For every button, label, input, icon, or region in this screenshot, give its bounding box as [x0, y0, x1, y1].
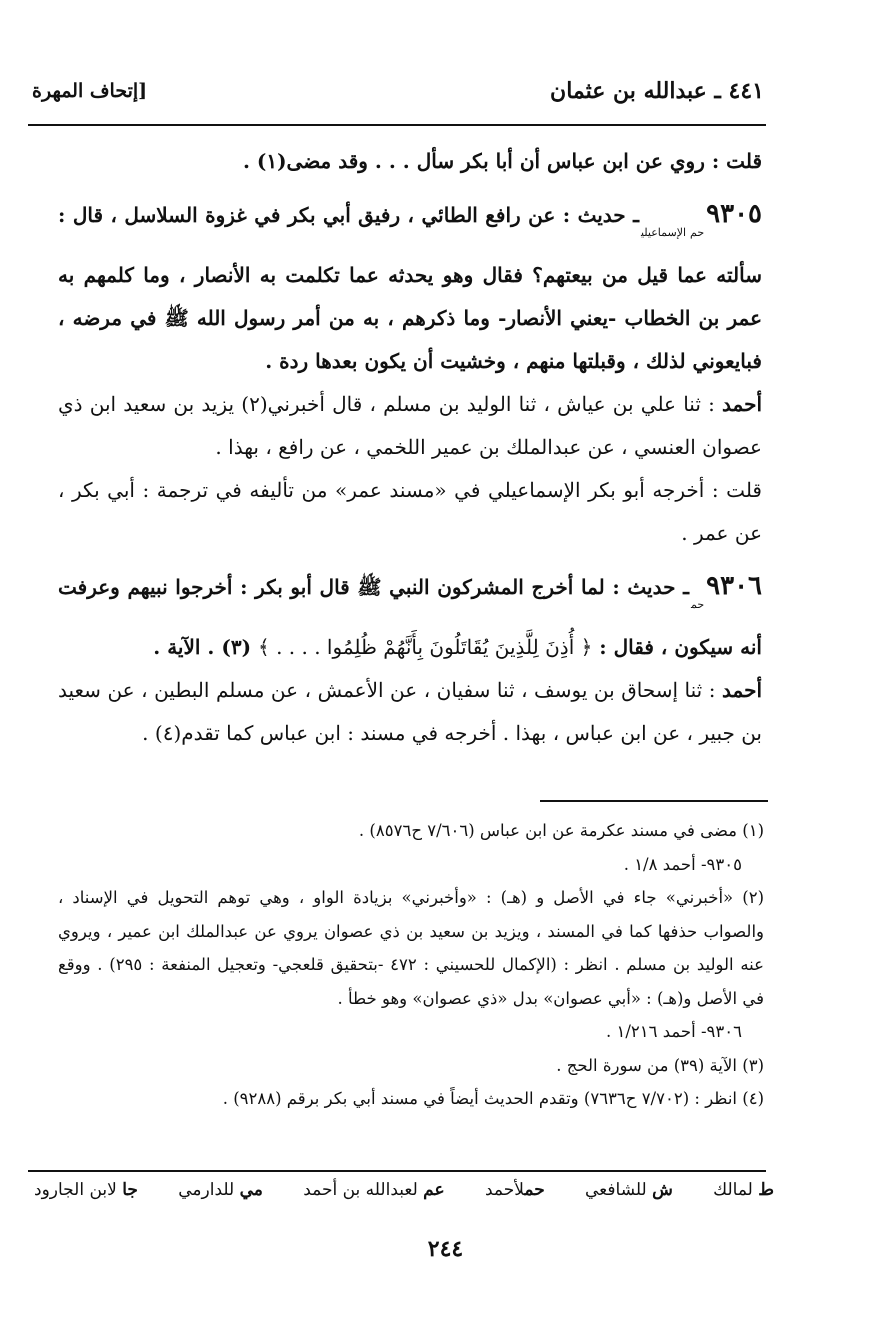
footnotes [58, 814, 764, 1116]
legend-item: مي للدارمي [178, 1180, 263, 1200]
quran-verse: ﴿ أُذِنَ لِلَّذِينَ يُقَاتَلُونَ بِأَنَّهُمْ ظُلِمُوا . . . . ﴾ [258, 635, 593, 659]
footnote: (١) مضى في مسند عكرمة عن ابن عباس (٧/٦٠٦ ح٨٥٧٦) . [358, 821, 764, 840]
book-title: [إتحاف المهرة [32, 80, 148, 102]
isnad-ahmad-1 [58, 383, 762, 469]
footnote: (٢) «أخبرني» جاء في الأصل و (هـ) : «وأخبرني» بزيادة الواو ، وهي توهم التحويل في الإسناد ، والصواب حذفها كما في المسند ، ويزيد بن سعيد بن ذي عصوان يروي عن عبدالملك ابن عمير ، ويروي عنه الوليد بن مسلم . انظر : (الإكمال للحسيني : ٤٧٢ -بتحقيق قلعجي- وتعجيل المنفعة : ٢٩٥) . ووقع في الأصل و(هـ) : «أبي عصوان» بدل «ذي عصوان» وهو خطأ . [58, 888, 764, 1008]
hadith-number: ٩٣٠٥ [706, 199, 762, 229]
main-text [58, 140, 762, 755]
footnote-rule [540, 800, 768, 802]
footnote-reference: ٩٣٠٦- أحمد ١/٢١٦ . [605, 1022, 742, 1041]
source-symbol: حم [690, 598, 705, 611]
isnad-ahmad-2 [58, 669, 762, 755]
legend-item: ش للشافعي [585, 1180, 673, 1200]
legend-item: حملأحمد [484, 1180, 545, 1200]
hadith-9305 [58, 193, 762, 383]
legend-rule [28, 1170, 766, 1172]
page-number: ٢٤٤ [427, 1236, 464, 1262]
note-paragraph-1: قلت : روي عن ابن عباس أن أبا بكر سأل . . . وقد مضى(١) . [242, 149, 762, 173]
legend-item: عم لعبدالله بن أحمد [303, 1180, 445, 1200]
header-rule [28, 124, 766, 126]
footnote: (٣) الآية (٣٩) من سورة الحج . [556, 1055, 764, 1075]
hadith-text: ـ حديث : لما أخرج المشركون النبي ﷺ قال أبو بكر : أخرجوا نبيهم وعرفت أنه سيكون ، فقال : [58, 575, 762, 659]
source-symbol: حم الإسماعيلي [640, 226, 705, 239]
hadith-end: (٣) . الآية . [153, 635, 252, 659]
entry-title: ٤٤١ ـ عبدالله بن عثمان [550, 78, 764, 104]
source-label: أحمد [722, 678, 762, 702]
abbreviation-legend [34, 1180, 774, 1200]
hadith-9306 [58, 565, 762, 669]
footnote: (٤) انظر : (٧/٧٠٢ ح٧٦٣٦) وتقدم الحديث أيضاً في مسند أبي بكر برقم (٩٢٨٨) . [222, 1089, 764, 1108]
legend-item: جا لابن الجارود [34, 1180, 138, 1200]
running-header [32, 78, 764, 118]
hadith-text: ـ حديث : عن رافع الطائي ، رفيق أبي بكر في غزوة السلاسل ، قال : سألته عما قيل من بيعتهم؟ فقال وهو يحدثه عما تكلمت به الأنصار ، وما كلمهم به عمر بن الخطاب -يعني الأنصار- وما ذكرهم ، به من أمر رسول الله ﷺ في مرضه ، فبايعوني لذلك ، وقبلتها منهم ، وخشيت أن يكون بعدها ردة . [58, 203, 762, 373]
isnad-text: : ثنا علي بن عياش ، ثنا الوليد بن مسلم ، قال أخبرني(٢) يزيد بن سعيد ابن ذي عصوان العنسي ، عن عبدالملك بن عمير اللخمي ، عن رافع ، بهذا . [58, 392, 762, 459]
note-paragraph-2: قلت : أخرجه أبو بكر الإسماعيلي في «مسند عمر» من تأليفه في ترجمة : أبي بكر ، عن عمر . [58, 478, 762, 545]
legend-item: ط لمالك [713, 1180, 774, 1200]
footnote-reference: ٩٣٠٥- أحمد ١/٨ . [623, 854, 742, 874]
hadith-number: ٩٣٠٦ [706, 571, 762, 601]
isnad-text: : ثنا إسحاق بن يوسف ، ثنا سفيان ، عن الأعمش ، عن مسلم البطين ، عن سعيد بن جبير ، عن ابن عباس ، بهذا . أخرجه في مسند : ابن عباس كما تقدم(٤) . [58, 678, 762, 745]
source-label: أحمد [722, 392, 763, 416]
